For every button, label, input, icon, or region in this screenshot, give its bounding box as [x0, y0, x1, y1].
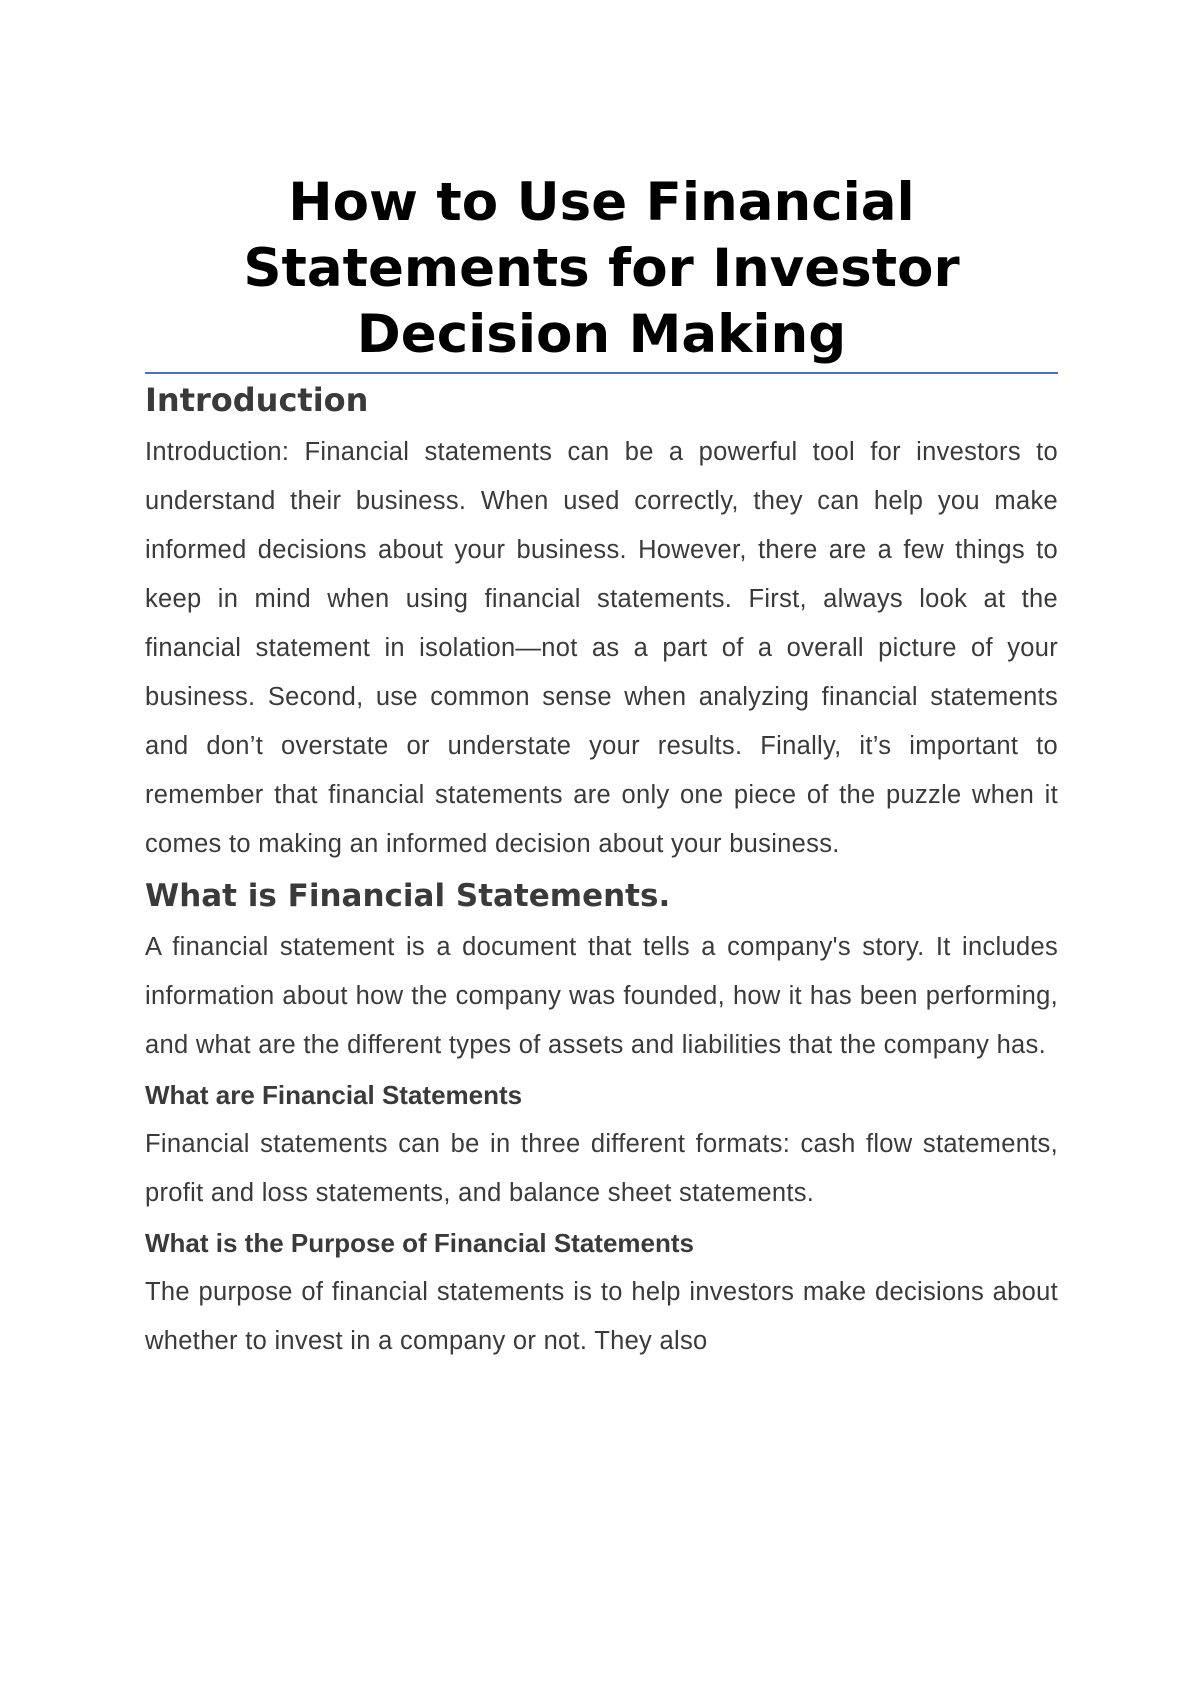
- document-page: [145, 170, 1058, 1366]
- what-are-heading: What are Financial Statements: [145, 1080, 523, 1110]
- what-are-paragraph: Financial statements can be in three different formats: cash flow statements, profit and loss statements, and balance sheet statements.: [145, 1130, 1058, 1207]
- what-is-heading: What is Financial Statements.: [145, 878, 671, 914]
- purpose-paragraph: The purpose of financial statements is to help investors make decisions about whether to invest in a company or not. They also: [145, 1278, 1058, 1355]
- what-is-paragraph: A financial statement is a document that tells a company's story. It includes information about how the company was founded, how it has been performing, and what are the different types of assets and liabilities that the company has.: [145, 933, 1058, 1059]
- introduction-heading: Introduction: [145, 381, 369, 419]
- purpose-heading: What is the Purpose of Financial Statements: [145, 1228, 694, 1258]
- document-title: How to Use Financial Statements for Investor Decision Making: [145, 170, 1058, 374]
- introduction-paragraph: Introduction: Financial statements can be a powerful tool for investors to understand their business. When used correctly, they can help you make informed decisions about your business. However, there are a few things to keep in mind when using financial statements. First, always look at the financial statement in isolation—not as a part of a overall picture of your business. Second, use common sense when analyzing financial statements and don’t overstate or understate your results. Finally, it’s important to remember that financial statements are only one piece of the puzzle when it comes to making an informed decision about your business.: [145, 438, 1058, 858]
